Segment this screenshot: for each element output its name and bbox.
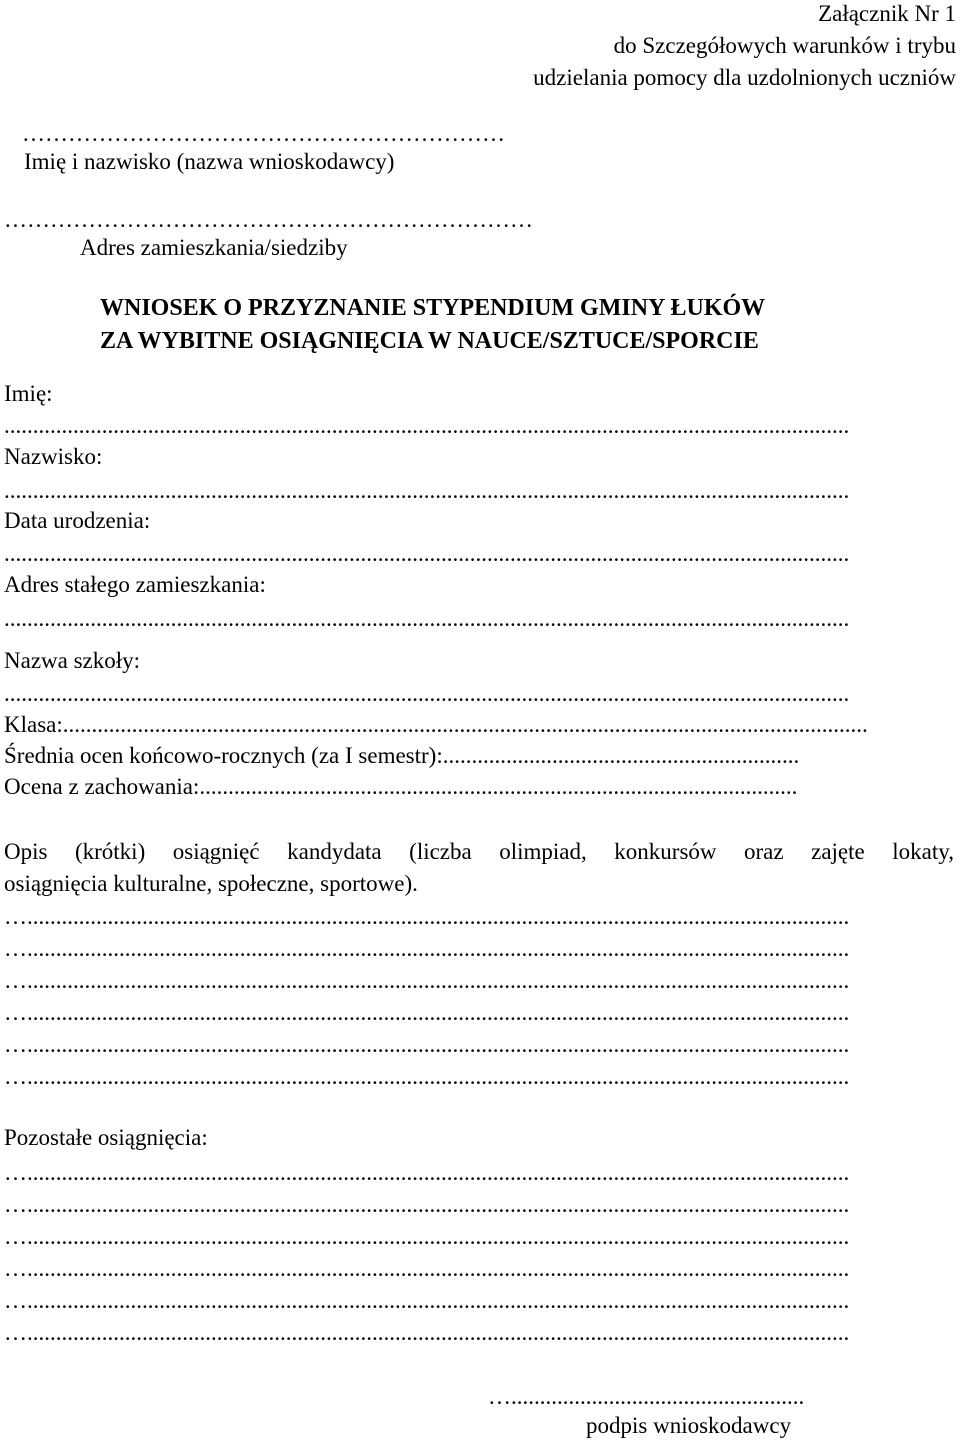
other-achievements-line[interactable]: …............................................................................................................................................... <box>4 1160 850 1185</box>
description-line[interactable]: …............................................................................................................................................... <box>4 968 850 993</box>
other-achievements-line[interactable]: …............................................................................................................................................... <box>4 1288 850 1313</box>
annex-line-1: Załącznik Nr 1 <box>818 1 956 26</box>
permanent-address-label: Adres stałego zamieszkania: <box>4 572 266 597</box>
school-name-label: Nazwa szkoły: <box>4 648 141 673</box>
description-line[interactable]: …............................................................................................................................................... <box>4 1064 850 1089</box>
description-text-line-1: Opis (krótki) osiągnięć kandydata (liczba olimpiad, konkursów oraz zajęte lokaty, <box>4 839 954 864</box>
applicant-address-dots: …………………………………………………………… <box>4 207 533 232</box>
applicant-name-label: Imię i nazwisko (nazwa wnioskodawcy) <box>24 149 395 174</box>
description-line[interactable]: …............................................................................................................................................... <box>4 1000 850 1025</box>
annex-line-2: do Szczegółowych warunków i trybu <box>613 33 956 58</box>
description-line[interactable]: …............................................................................................................................................... <box>4 1032 850 1057</box>
other-achievements-line[interactable]: …............................................................................................................................................... <box>4 1224 850 1249</box>
last-name-field[interactable]: ................................................................................................................................................... <box>4 478 850 503</box>
birth-date-field[interactable]: ................................................................................................................................................... <box>4 541 850 566</box>
description-line[interactable]: …............................................................................................................................................... <box>4 936 850 961</box>
form-title-line-2: ZA WYBITNE OSIĄGNIĘCIA W NAUCE/SZTUCE/SPORCIE <box>100 328 759 354</box>
signature-label: podpis wnioskodawcy <box>586 1413 792 1438</box>
other-achievements-line[interactable]: …............................................................................................................................................... <box>4 1192 850 1217</box>
other-achievements-line[interactable]: …............................................................................................................................................... <box>4 1320 850 1345</box>
description-text-line-2: osiągnięcia kulturalne, społeczne, sportowe). <box>4 871 418 896</box>
form-title-line-1: WNIOSEK O PRZYZNANIE STYPENDIUM GMINY ŁUKÓW <box>100 295 766 321</box>
annex-line-3: udzielania pomocy dla uzdolnionych uczniów <box>533 65 956 90</box>
class-field[interactable]: Klasa:............................................................................................................................................ <box>4 712 868 737</box>
other-achievements-line[interactable]: …............................................................................................................................................... <box>4 1256 850 1281</box>
birth-date-label: Data urodzenia: <box>4 508 151 533</box>
last-name-label: Nazwisko: <box>4 444 103 469</box>
applicant-name-dots: ……………………………………………………… <box>22 121 505 146</box>
first-name-label: Imię: <box>4 381 53 406</box>
signature-dots[interactable]: …................................................... <box>488 1384 805 1409</box>
description-line[interactable]: …............................................................................................................................................... <box>4 904 850 929</box>
school-name-field[interactable]: ................................................................................................................................................... <box>4 681 850 706</box>
other-achievements-label: Pozostałe osiągnięcia: <box>4 1125 208 1150</box>
grade-average-field[interactable]: Średnia ocen końcowo-rocznych (za I semestr):.............................................................. <box>4 743 800 768</box>
permanent-address-field[interactable]: ................................................................................................................................................... <box>4 606 850 631</box>
conduct-grade-field[interactable]: Ocena z zachowania:........................................................................................................ <box>4 774 798 799</box>
first-name-field[interactable]: ................................................................................................................................................... <box>4 413 850 438</box>
applicant-address-label: Adres zamieszkania/siedziby <box>80 235 348 260</box>
